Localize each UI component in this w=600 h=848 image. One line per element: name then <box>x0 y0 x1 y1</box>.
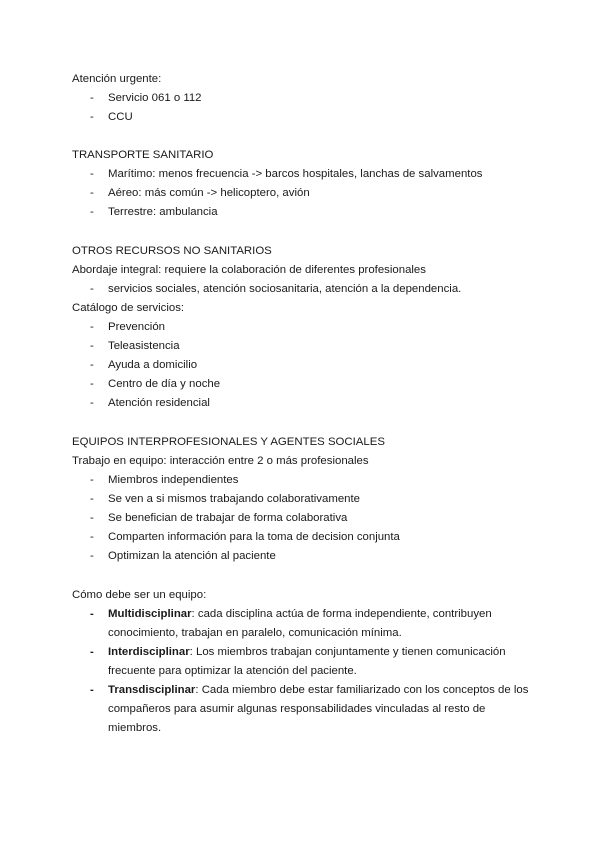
team-type-transdisciplinar <box>108 683 528 697</box>
list-item: servicios sociales, atención sociosanitaria, atención a la dependencia. <box>108 283 462 295</box>
bullet-dash: - <box>90 397 94 409</box>
list-item: Ayuda a domicilio <box>108 359 198 371</box>
team-type-desc: : Cada miembro debe estar familiarizado con los conceptos de los <box>195 684 529 696</box>
bullet-dash: - <box>90 531 94 543</box>
bullet-dash: - <box>90 321 94 333</box>
list-item: Optimizan la atención al paciente <box>108 550 276 562</box>
team-type-term: Interdisciplinar <box>108 646 190 658</box>
integral-label: Abordaje integral: requiere la colaboración de diferentes profesionales <box>72 264 426 276</box>
bullet-dash: - <box>90 340 94 352</box>
team-type-desc-cont: miembros. <box>108 722 162 734</box>
work-label: Trabajo en equipo: interacción entre 2 o más profesionales <box>72 455 369 467</box>
list-item: Teleasistencia <box>108 340 180 352</box>
team-type-desc-cont: frecuente para optimizar la atención del paciente. <box>108 665 357 677</box>
list-item: Aéreo: más común -> helicoptero, avión <box>108 187 310 199</box>
team-type-desc: : Los miembros trabajan conjuntamente y tienen comunicación <box>189 646 506 658</box>
bullet-dash: - <box>90 646 94 658</box>
list-item: Atención residencial <box>108 397 210 409</box>
bullet-dash: - <box>90 512 94 524</box>
team-type-desc-cont: conocimiento, trabajan en paralelo, comunicación mínima. <box>108 627 402 639</box>
teams-heading: EQUIPOS INTERPROFESIONALES Y AGENTES SOCIALES <box>72 436 385 448</box>
bullet-dash: - <box>90 359 94 371</box>
bullet-dash: - <box>90 206 94 218</box>
list-item: Terrestre: ambulancia <box>108 206 218 218</box>
list-item: Marítimo: menos frecuencia -> barcos hospitales, lanchas de salvamentos <box>108 168 483 180</box>
team-type-term: Multidisciplinar <box>108 608 192 620</box>
how-label: Cómo debe ser un equipo: <box>72 589 207 601</box>
list-item: Servicio 061 o 112 <box>108 92 202 104</box>
other-heading: OTROS RECURSOS NO SANITARIOS <box>72 245 272 257</box>
bullet-dash: - <box>90 111 94 123</box>
list-item: Miembros independientes <box>108 474 239 486</box>
team-type-desc-cont: compañeros para asumir algunas responsabilidades vinculadas al resto de <box>108 703 486 715</box>
transport-heading: TRANSPORTE SANITARIO <box>72 149 214 161</box>
team-type-desc: : cada disciplina actúa de forma independiente, contribuyen <box>191 608 492 620</box>
team-type-term: Transdisciplinar <box>108 684 196 696</box>
bullet-dash: - <box>90 168 94 180</box>
list-item: CCU <box>108 111 133 123</box>
catalog-label: Catálogo de servicios: <box>72 302 185 314</box>
list-item: Se ven a si mismos trabajando colaborativamente <box>108 493 360 505</box>
list-item: Prevención <box>108 321 165 333</box>
bullet-dash: - <box>90 474 94 486</box>
bullet-dash: - <box>90 608 94 620</box>
list-item: Se benefician de trabajar de forma colaborativa <box>108 512 348 524</box>
bullet-dash: - <box>90 493 94 505</box>
bullet-dash: - <box>90 187 94 199</box>
bullet-dash: - <box>90 92 94 104</box>
team-type-interdisciplinar <box>108 645 506 659</box>
bullet-dash: - <box>90 283 94 295</box>
bullet-dash: - <box>90 684 94 696</box>
list-item: Comparten información para la toma de decision conjunta <box>108 531 400 543</box>
team-type-multidisciplinar <box>108 607 492 621</box>
list-item: Centro de día y noche <box>108 378 221 390</box>
urgent-heading: Atención urgente: <box>72 73 162 85</box>
bullet-dash: - <box>90 378 94 390</box>
bullet-dash: - <box>90 550 94 562</box>
